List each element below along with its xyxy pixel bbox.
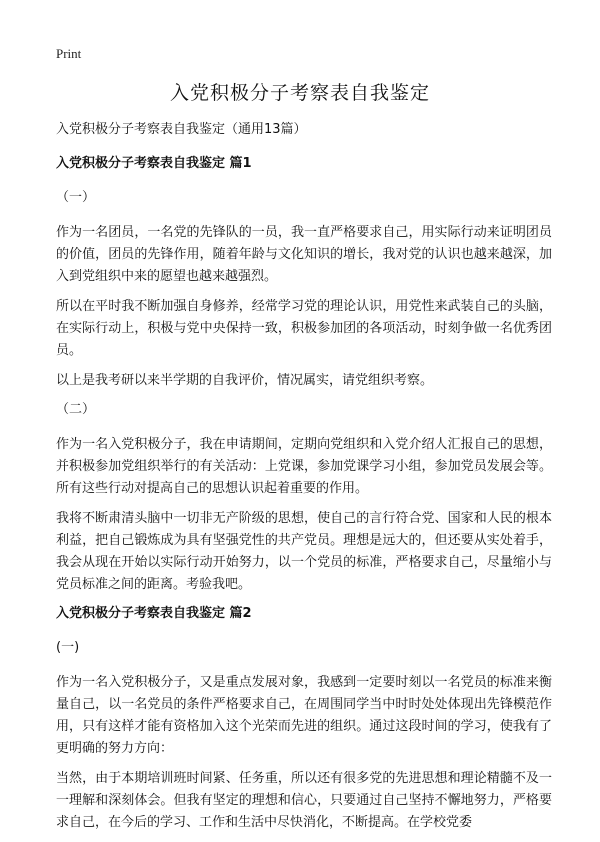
section-heading: 入党积极分子考察表自我鉴定 篇2	[56, 606, 252, 621]
paragraph: 作为一名团员，一名党的先锋队的一员，我一直严格要求自己，用实际行动来证明团员的价值，团员的先锋作用，随着年龄与文化知识的增长，我对党的认识也越来越深，加入到党组织中来的愿望也越来越强烈。	[56, 225, 552, 284]
paragraph: 当然，由于本期培训班时间紧、任务重，所以还有很多党的先进思想和理论精髓不及一一理解和深刻体会。但我有坚定的理想和信心，只要通过自己坚持不懈地努力，严格要求自己，在今后的学习、工作和生活中尽快消化，不断提高。在学校党委	[56, 771, 552, 830]
paragraph: 所以在平时我不断加强自身修养，经常学习党的理论认识，用党性来武装自己的头脑，在实际行动上，积极与党中央保持一致，积极参加团的各项活动，时刻争做一名优秀团员。	[56, 299, 552, 358]
document-body	[56, 120, 552, 842]
paragraph: 作为一名入党积极分子，我在申请期间，定期向党组织和入党介绍人汇报自己的思想，并积极参加党组织举行的有关活动：上党课，参加党课学习小组，参加党员发展会等。所有这些行动对提高自己的思想认识起着重要的作用。	[56, 437, 552, 496]
paragraph: 作为一名入党积极分子，又是重点发展对象，我感到一定要时刻以一名党员的标准来衡量自己，以一名党员的条件严格要求自己，在周围同学当中时时处处体现出先锋模范作用，只有这样才能有资格加入这个光荣而先进的组织。通过这段时间的学习，使我有了更明确的努力方向：	[56, 675, 552, 756]
print-link[interactable]: Print	[56, 46, 82, 61]
sub-heading: (一)	[56, 640, 80, 655]
page-title: 入党积极分子考察表自我鉴定	[169, 82, 430, 104]
sub-heading: （二）	[56, 402, 96, 417]
paragraph: 以上是我考研以来半学期的自我评价，情况属实，请党组织考察。	[56, 373, 434, 388]
sub-heading: （一）	[56, 190, 96, 205]
document-subtitle: 入党积极分子考察表自我鉴定（通用13篇）	[56, 122, 307, 137]
section-heading: 入党积极分子考察表自我鉴定 篇1	[56, 156, 252, 171]
paragraph: 我将不断肃清头脑中一切非无产阶级的思想，使自己的言行符合党、国家和人民的根本利益，把自己锻炼成为具有坚强党性的共产党员。理想是远大的，但还要从实处着手，我会从现在开始以实际行动开始努力，以一个党员的标准，严格要求自己，尽量缩小与党员标准之间的距离。考验我吧。	[56, 511, 552, 592]
